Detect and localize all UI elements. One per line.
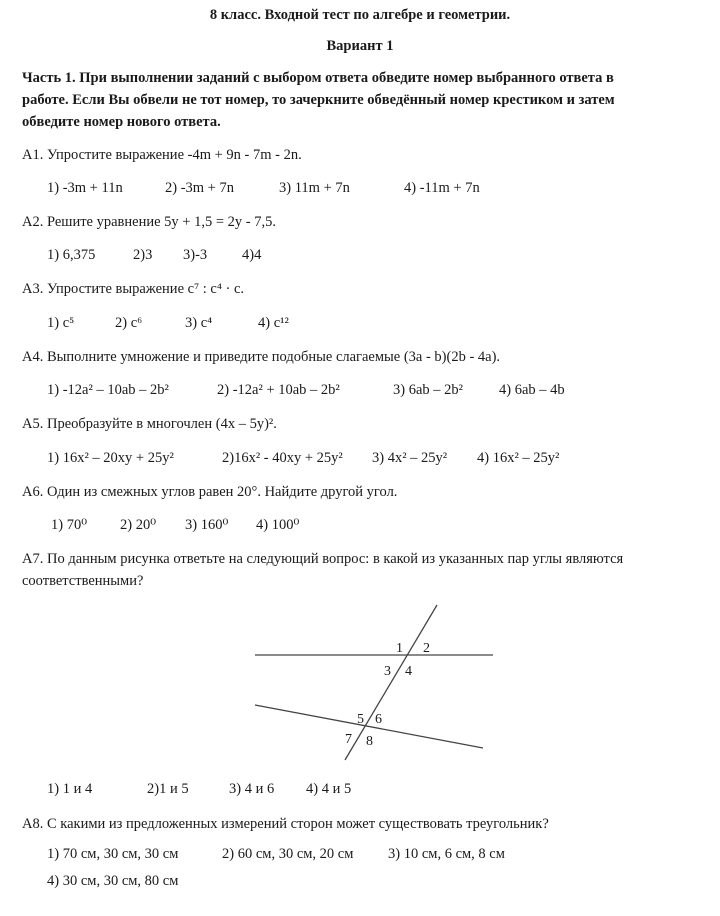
- instructions-line: работе. Если Вы обвели не тот номер, то зачеркните обведённый номер крестиком и затем: [22, 92, 615, 108]
- angle-label-4: 4: [405, 664, 412, 679]
- answer-option: 2)16x² - 40xy + 25y²: [222, 450, 343, 466]
- question-a4: А4. Выполните умножение и приведите подобные слагаемые (3a - b)(2b - 4a).: [22, 349, 501, 365]
- variant-heading: Вариант 1: [326, 38, 394, 54]
- answer-option: 3) 4 и 6: [229, 781, 275, 797]
- answer-option: 3) c⁴: [185, 315, 213, 331]
- angle-label-6: 6: [375, 712, 382, 727]
- answer-option: 4) 4 и 5: [306, 781, 352, 797]
- answer-option: 3) 160⁰: [185, 517, 229, 533]
- question-a8: А8. С какими из предложенных измерений сторон может существовать треугольник?: [22, 816, 549, 832]
- answer-option: 1) -3m + 11n: [47, 180, 123, 196]
- answer-option: 1) 16x² – 20xy + 25y²: [47, 450, 174, 466]
- angle-label-3: 3: [384, 664, 391, 679]
- question-a3: А3. Упростите выражение c⁷ : c⁴ · c.: [22, 281, 245, 297]
- answer-option: 4) 6ab – 4b: [499, 382, 565, 398]
- instructions-line: Часть 1. При выполнении заданий с выбором ответа обведите номер выбранного ответа в: [22, 70, 614, 86]
- question-a6: А6. Один из смежных углов равен 20°. Найдите другой угол.: [22, 484, 398, 500]
- angle-label-5: 5: [357, 712, 364, 727]
- angle-label-2: 2: [423, 641, 430, 656]
- answer-option: 3) 6ab – 2b²: [393, 382, 463, 398]
- answer-option: 2) -3m + 7n: [165, 180, 234, 196]
- answer-option: 1) 70⁰: [51, 517, 88, 533]
- answer-option: 3)-3: [183, 247, 208, 263]
- answer-option: 1) 1 и 4: [47, 781, 93, 797]
- answer-option: 1) -12a² – 10ab – 2b²: [47, 382, 169, 398]
- answer-option: 2) 60 см, 30 см, 20 см: [222, 846, 354, 862]
- angle-label-7: 7: [345, 732, 352, 747]
- answer-option: 2) c⁶: [115, 315, 143, 331]
- answer-option: 3) 10 см, 6 см, 8 см: [388, 846, 505, 862]
- answer-option: 1) 70 см, 30 см, 30 см: [47, 846, 179, 862]
- angle-label-8: 8: [366, 734, 373, 749]
- answer-option: 4) c¹²: [258, 315, 289, 331]
- answer-option: 1) c⁵: [47, 315, 75, 331]
- question-a7: А7. По данным рисунка ответьте на следующий вопрос: в какой из указанных пар углы являются: [22, 551, 624, 567]
- answer-option: 4) 16x² – 25y²: [477, 450, 560, 466]
- answer-option: 2)3: [133, 247, 153, 263]
- answer-option: 3) 4x² – 25y²: [372, 450, 448, 466]
- answer-option: 3) 11m + 7n: [279, 180, 350, 196]
- question-a7-continued: соответственными?: [22, 573, 144, 589]
- answer-option: 2) -12a² + 10ab – 2b²: [217, 382, 340, 398]
- question-a1: А1. Упростите выражение -4m + 9n - 7m - 2n.: [22, 147, 302, 163]
- answer-option: 1) 6,375: [47, 247, 96, 263]
- answer-option: 4) 30 см, 30 см, 80 см: [47, 873, 179, 889]
- instructions-line: обведите номер нового ответа.: [22, 114, 221, 130]
- question-a5: А5. Преобразуйте в многочлен (4x – 5y)².: [22, 416, 277, 432]
- answer-option: 4)4: [242, 247, 262, 263]
- answer-option: 4) 100⁰: [256, 517, 300, 533]
- answer-option: 4) -11m + 7n: [404, 180, 480, 196]
- answer-option: 2)1 и 5: [147, 781, 189, 797]
- question-a2: А2. Решите уравнение 5y + 1,5 = 2y - 7,5.: [22, 214, 276, 230]
- answer-option: 2) 20⁰: [120, 517, 157, 533]
- document-title: 8 класс. Входной тест по алгебре и геометрии.: [209, 7, 511, 23]
- angle-label-1: 1: [396, 641, 403, 656]
